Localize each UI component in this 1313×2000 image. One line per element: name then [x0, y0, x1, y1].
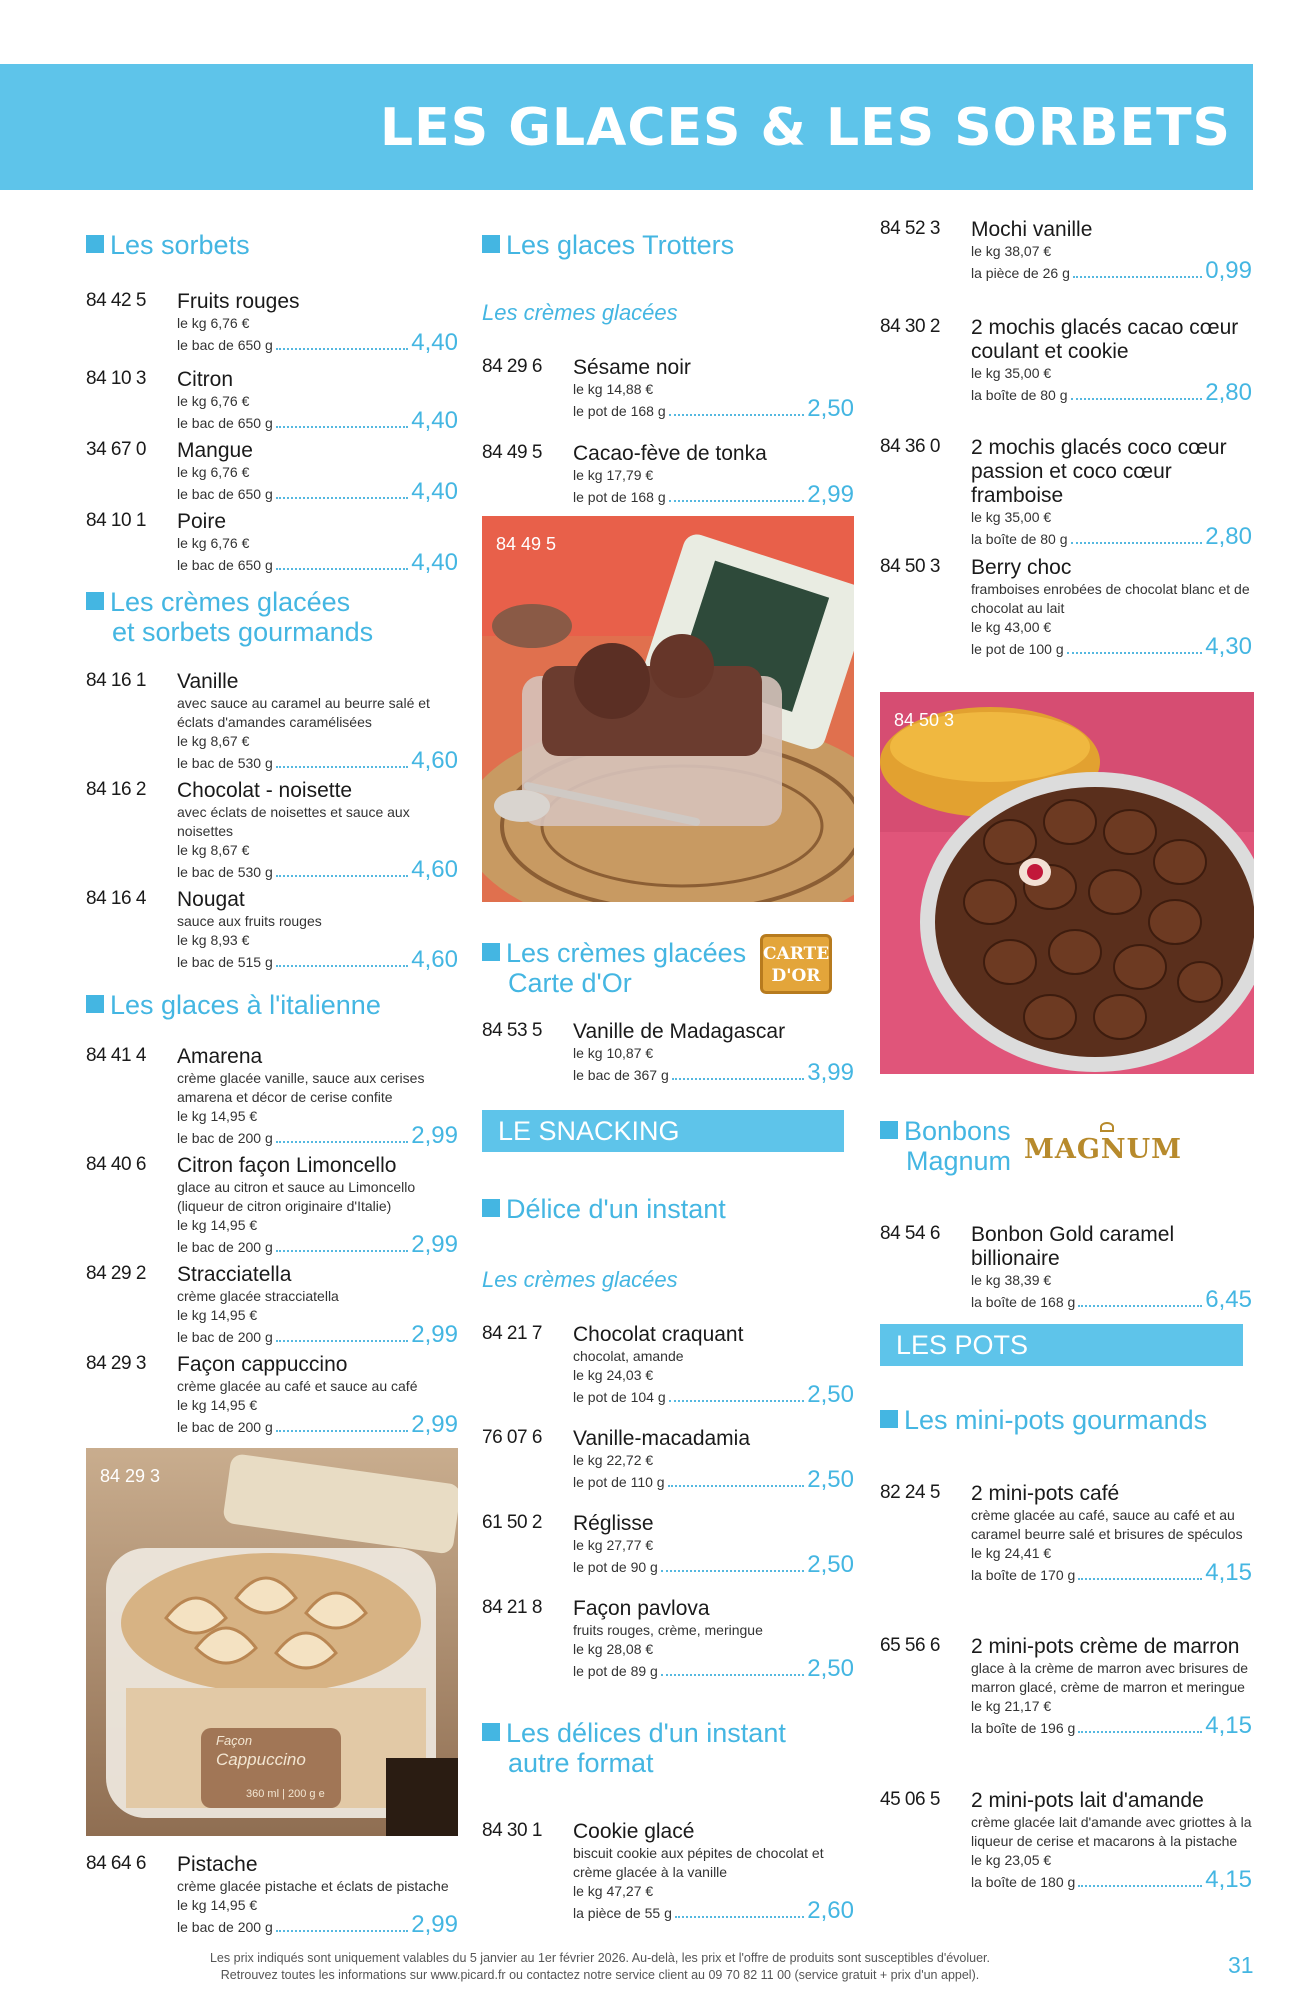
product-name: 2 mochis glacés coco cœur passion et coco cœur framboise: [971, 436, 1227, 507]
photo-product-code: 84 50 3: [894, 710, 955, 730]
tonka-tub-photo: [482, 516, 854, 902]
pack-size: le bac de 200 g: [177, 1919, 273, 1935]
pack-size: le bac de 367 g: [573, 1067, 669, 1083]
price-per-kg: le kg 14,88 €: [573, 381, 654, 397]
product-description: sauce aux fruits rouges: [177, 913, 322, 929]
pack-size: le pot de 110 g: [573, 1474, 665, 1490]
product-description: crème glacée au café, sauce au café et au caramel beurre salé et brisures de spéculos: [971, 1507, 1243, 1542]
price: 4,40: [411, 549, 458, 576]
pack-size: la boîte de 168 g: [971, 1294, 1076, 1310]
product-code: 45 06 5: [880, 1789, 940, 1810]
product-code: 84 10 1: [86, 510, 146, 531]
price-per-kg: le kg 24,41 €: [971, 1545, 1052, 1561]
product-code: 84 54 6: [880, 1223, 940, 1244]
section-heading-delice-autre-format: Les délices d'un instant autre format: [482, 1718, 786, 1778]
price: 4,40: [411, 478, 458, 505]
product-code: 84 16 1: [86, 670, 146, 691]
product-name: Chocolat - noisette: [177, 779, 353, 802]
product-description: crème glacée stracciatella: [177, 1288, 339, 1304]
pack-size: le pot de 168 g: [573, 489, 666, 505]
band-snacking: LE SNACKING: [482, 1110, 844, 1152]
product-code: 84 10 3: [86, 368, 146, 389]
pack-size: la boîte de 80 g: [971, 531, 1068, 547]
price-per-kg: le kg 6,76 €: [177, 535, 250, 551]
product-name: Façon pavlova: [573, 1597, 710, 1620]
product-code: 82 24 5: [880, 1482, 940, 1503]
product-code: 84 41 4: [86, 1045, 146, 1066]
product-code: 84 42 5: [86, 290, 146, 311]
price: 2,60: [807, 1897, 854, 1924]
product-name: Vanille: [177, 670, 239, 693]
header-banner: [0, 64, 1253, 190]
section-heading-trotters: Les glaces Trotters: [482, 230, 734, 260]
price-per-kg: le kg 14,95 €: [177, 1397, 258, 1413]
product-name: 2 mochis glacés cacao cœur coulant et cookie: [971, 316, 1239, 363]
price: 2,99: [411, 1411, 458, 1438]
photo-product-code: 84 29 3: [100, 1466, 161, 1486]
photo-product-code: 84 49 5: [496, 534, 557, 554]
price-per-kg: le kg 35,00 €: [971, 509, 1052, 525]
product-code: 84 40 6: [86, 1154, 146, 1175]
price-per-kg: le kg 8,67 €: [177, 733, 250, 749]
price-per-kg: le kg 10,87 €: [573, 1045, 654, 1061]
product-name: Bonbon Gold caramel billionaire: [971, 1223, 1175, 1270]
section-heading-sorbets: Les sorbets: [86, 230, 250, 260]
product-description: crème glacée vanille, sauce aux cerises amarena et décor de cerise confite: [177, 1070, 425, 1105]
product-code: 84 30 2: [880, 316, 940, 337]
product-name: Pistache: [177, 1853, 258, 1876]
product-description: crème glacée lait d'amande avec griottes à la liqueur de cerise et macarons à la pistache: [971, 1814, 1252, 1849]
price: 2,99: [807, 481, 854, 508]
product-description: framboises enrobées de chocolat blanc et de chocolat au lait: [971, 581, 1250, 616]
price: 4,15: [1205, 1712, 1252, 1739]
product-description: fruits rouges, crème, meringue: [573, 1622, 763, 1638]
price: 4,60: [411, 946, 458, 973]
price: 4,15: [1205, 1866, 1252, 1893]
product-description: glace au citron et sauce au Limoncello (liqueur de citron originaire d'Italie): [177, 1179, 416, 1214]
price: 6,45: [1205, 1286, 1252, 1313]
price: 4,40: [411, 407, 458, 434]
price-per-kg: le kg 17,79 €: [573, 467, 654, 483]
magnum-logo: MAGNUM: [1024, 1134, 1183, 1165]
product-name: Citron: [177, 368, 234, 391]
product-code: 84 30 1: [482, 1820, 542, 1841]
price: 4,60: [411, 747, 458, 774]
price-per-kg: le kg 14,95 €: [177, 1217, 258, 1233]
price: 4,30: [1205, 633, 1252, 660]
pack-size: le bac de 530 g: [177, 864, 273, 880]
section-heading-mini-pots: Les mini-pots gourmands: [880, 1405, 1207, 1435]
price-per-kg: le kg 35,00 €: [971, 365, 1052, 381]
pack-size: la boîte de 180 g: [971, 1874, 1076, 1890]
product-name: Sésame noir: [573, 356, 691, 379]
subsection-cremes-glacees: Les crèmes glacées: [482, 300, 678, 325]
product-code: 84 50 3: [880, 556, 940, 577]
tub-label-line1: Façon: [216, 1733, 253, 1748]
price: 4,15: [1205, 1559, 1252, 1586]
product-name: Berry choc: [971, 556, 1072, 579]
footer-line-1: Les prix indiqués sont uniquement valables du 5 janvier au 1er février 2026. Au-delà, les prix et l'offre de produits sont susceptibles d'évoluer.: [209, 1951, 990, 1965]
product-code: 84 29 3: [86, 1353, 146, 1374]
product-name: Nougat: [177, 888, 245, 911]
price: 2,50: [807, 1381, 854, 1408]
price: 2,80: [1205, 379, 1252, 406]
price: 2,99: [411, 1911, 458, 1938]
product-name: Vanille-macadamia: [573, 1427, 751, 1450]
product-name: 2 mini-pots lait d'amande: [971, 1789, 1204, 1812]
product-description: crème glacée pistache et éclats de pistache: [177, 1878, 449, 1894]
product-name: Cacao-fève de tonka: [573, 442, 767, 465]
product-name: Réglisse: [573, 1512, 654, 1535]
price-per-kg: le kg 6,76 €: [177, 464, 250, 480]
price: 4,40: [411, 329, 458, 356]
product-name: Mochi vanille: [971, 218, 1093, 241]
cappuccino-tub-photo: [86, 1448, 458, 1836]
price-per-kg: le kg 27,77 €: [573, 1537, 654, 1553]
pack-size: le bac de 650 g: [177, 557, 273, 573]
price-per-kg: le kg 14,95 €: [177, 1108, 258, 1124]
product-name: Stracciatella: [177, 1263, 292, 1286]
product-code: 84 49 5: [482, 442, 542, 463]
product-name: Amarena: [177, 1045, 263, 1068]
price: 2,50: [807, 1466, 854, 1493]
product-code: 84 29 2: [86, 1263, 146, 1284]
page-title: LES GLACES & LES SORBETS: [380, 98, 1231, 158]
pack-size: le bac de 200 g: [177, 1239, 273, 1255]
product-name: Fruits rouges: [177, 290, 300, 313]
price-per-kg: le kg 6,76 €: [177, 393, 250, 409]
product-code: 84 64 6: [86, 1853, 146, 1874]
price-per-kg: le kg 43,00 €: [971, 619, 1052, 635]
pack-size: le bac de 200 g: [177, 1329, 273, 1345]
product-description: crème glacée au café et sauce au café: [177, 1378, 418, 1394]
pack-size: le bac de 650 g: [177, 415, 273, 431]
page-number: 31: [1228, 1952, 1254, 1978]
tub-weight-label: 360 ml | 200 g e: [246, 1788, 325, 1800]
product-code: 84 29 6: [482, 356, 542, 377]
pack-size: la pièce de 26 g: [971, 265, 1070, 281]
product-code: 84 16 4: [86, 888, 146, 909]
product-description: avec sauce au caramel au beurre salé et éclats d'amandes caramélisées: [177, 695, 430, 730]
price-per-kg: le kg 23,05 €: [971, 1852, 1052, 1868]
pack-size: le pot de 168 g: [573, 403, 666, 419]
pack-size: le bac de 200 g: [177, 1130, 273, 1146]
pack-size: le bac de 530 g: [177, 755, 273, 771]
product-code: 61 50 2: [482, 1512, 542, 1533]
pack-size: le pot de 90 g: [573, 1559, 658, 1575]
pack-size: le bac de 650 g: [177, 337, 273, 353]
product-name: 2 mini-pots café: [971, 1482, 1120, 1505]
product-code: 84 21 8: [482, 1597, 542, 1618]
pack-size: la pièce de 55 g: [573, 1905, 672, 1921]
product-name: Cookie glacé: [573, 1820, 695, 1843]
section-heading-italienne: Les glaces à l'italienne: [86, 990, 381, 1020]
product-description: avec éclats de noisettes et sauce aux noisettes: [177, 804, 410, 839]
footer-disclaimer: [0, 1950, 1200, 1984]
product-code: 84 36 0: [880, 436, 940, 457]
pack-size: le bac de 200 g: [177, 1419, 273, 1435]
berry-choc-photo: [880, 692, 1254, 1074]
price-per-kg: le kg 22,72 €: [573, 1452, 654, 1468]
price: 2,50: [807, 395, 854, 422]
product-name: Citron façon Limoncello: [177, 1154, 397, 1177]
product-name: Mangue: [177, 439, 253, 462]
price-per-kg: le kg 28,08 €: [573, 1641, 654, 1657]
pack-size: la boîte de 80 g: [971, 387, 1068, 403]
price: 2,80: [1205, 523, 1252, 550]
price: 2,99: [411, 1122, 458, 1149]
pack-size: le pot de 89 g: [573, 1663, 658, 1679]
product-code: 84 53 5: [482, 1020, 542, 1041]
price: 4,60: [411, 856, 458, 883]
price-per-kg: le kg 14,95 €: [177, 1307, 258, 1323]
subsection-cremes-glacees-delice: Les crèmes glacées: [482, 1267, 678, 1292]
pack-size: le bac de 515 g: [177, 954, 273, 970]
tub-label-line2: Cappuccino: [216, 1750, 306, 1769]
product-name: Poire: [177, 510, 227, 533]
price: 0,99: [1205, 257, 1252, 284]
price-per-kg: le kg 24,03 €: [573, 1367, 654, 1383]
product-code: 76 07 6: [482, 1427, 542, 1448]
pack-size: le pot de 104 g: [573, 1389, 666, 1405]
product-name: 2 mini-pots crème de marron: [971, 1635, 1240, 1658]
footer-line-2: Retrouvez toutes les informations sur www.picard.fr ou contactez notre service client au 09 70 82 11 00 (service gratuit + prix d'un appel).: [220, 1968, 980, 1982]
price-per-kg: le kg 38,07 €: [971, 243, 1052, 259]
pack-size: la boîte de 196 g: [971, 1720, 1076, 1736]
product-description: biscuit cookie aux pépites de chocolat et crème glacée à la vanille: [573, 1845, 824, 1880]
carte-dor-logo: CARTE D'OR: [760, 934, 832, 994]
price-per-kg: le kg 38,39 €: [971, 1272, 1052, 1288]
product-name: Vanille de Madagascar: [573, 1020, 786, 1043]
product-name: Chocolat craquant: [573, 1323, 744, 1346]
section-heading-bonbons-magnum: Bonbons Magnum: [880, 1116, 1011, 1176]
magnum-crown-icon: [1100, 1122, 1114, 1132]
product-description: glace à la crème de marron avec brisures de marron glacé, crème de marron et meringue: [971, 1660, 1249, 1695]
price-per-kg: le kg 14,95 €: [177, 1897, 258, 1913]
price-per-kg: le kg 47,27 €: [573, 1883, 654, 1899]
section-heading-delice: Délice d'un instant: [482, 1194, 726, 1224]
product-code: 65 56 6: [880, 1635, 940, 1656]
product-code: 84 21 7: [482, 1323, 542, 1344]
pack-size: le pot de 100 g: [971, 641, 1064, 657]
price: 2,99: [411, 1231, 458, 1258]
product-code: 34 67 0: [86, 439, 146, 460]
pack-size: la boîte de 170 g: [971, 1567, 1076, 1583]
product-name: Façon cappuccino: [177, 1353, 348, 1376]
product-description: chocolat, amande: [573, 1348, 684, 1364]
price: 3,99: [807, 1059, 854, 1086]
price: 2,50: [807, 1551, 854, 1578]
price-per-kg: le kg 8,67 €: [177, 842, 250, 858]
price-per-kg: le kg 21,17 €: [971, 1698, 1052, 1714]
product-code: 84 16 2: [86, 779, 146, 800]
band-pots: LES POTS: [880, 1324, 1243, 1366]
price: 2,50: [807, 1655, 854, 1682]
price: 2,99: [411, 1321, 458, 1348]
pack-size: le bac de 650 g: [177, 486, 273, 502]
section-heading-carte-dor: Les crèmes glacées Carte d'Or: [482, 938, 746, 998]
price-per-kg: le kg 8,93 €: [177, 932, 250, 948]
price-per-kg: le kg 6,76 €: [177, 315, 250, 331]
product-code: 84 52 3: [880, 218, 940, 239]
section-heading-cremes-glacees: Les crèmes glacées et sorbets gourmands: [86, 587, 373, 647]
